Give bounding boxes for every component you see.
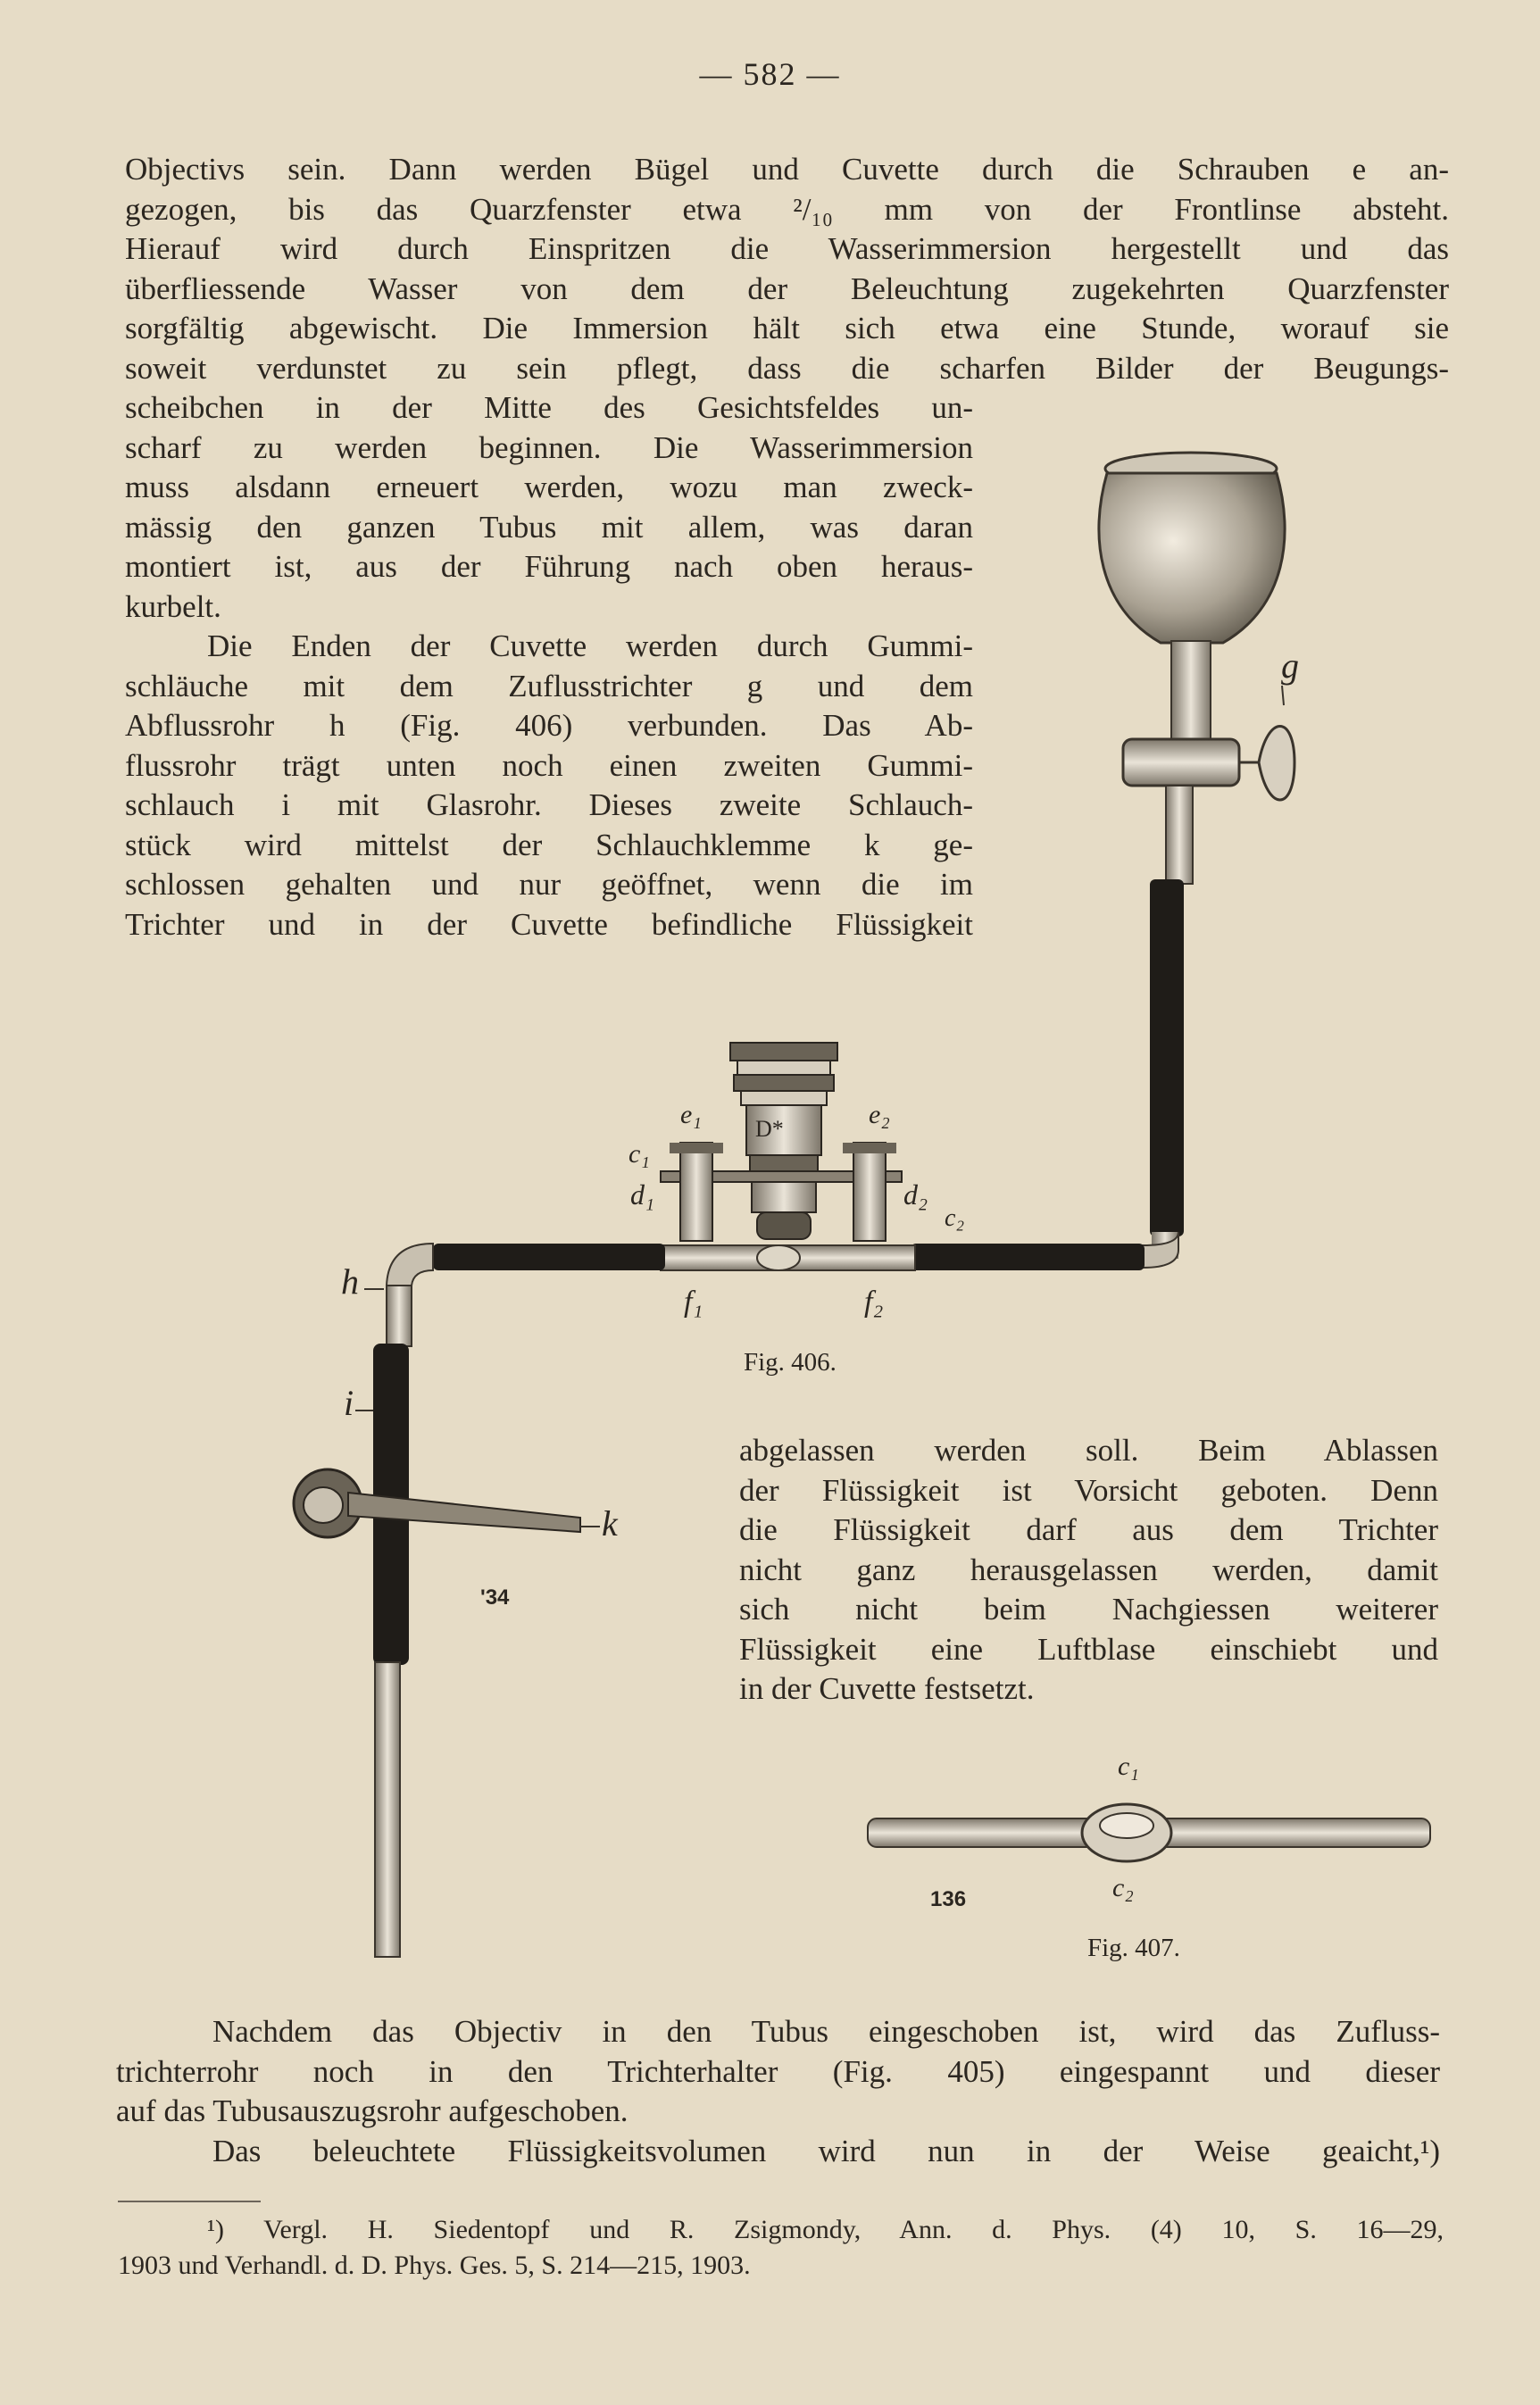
- text-line: trichterrohr noch in den Trichterhalter (Fig. 405) eingespannt und dieser: [116, 2053, 1440, 2089]
- label-407-c1: c₁: [1118, 1752, 1139, 1781]
- caption-fig-407: Fig. 407.: [1087, 1934, 1180, 1962]
- figure-407-cuvette: [868, 1804, 1430, 1861]
- text-line: Flüssigkeit eine Luftblase einschiebt und: [739, 1631, 1438, 1667]
- text-line: der Flüssigkeit ist Vorsicht geboten. Denn: [739, 1472, 1438, 1508]
- label-g: g: [1281, 645, 1299, 686]
- text-line: nicht ganz herausgelassen werden, damit: [739, 1552, 1438, 1587]
- plate-number-406: '34: [480, 1585, 510, 1610]
- text-line: in der Cuvette festsetzt.: [739, 1671, 1035, 1706]
- plate-number-407: 136: [930, 1887, 967, 1911]
- cuvette-window: [757, 1245, 800, 1270]
- text-line: schlauch i mit Glasrohr. Dieses zweite Schlauch-: [125, 787, 973, 822]
- text-line: gezogen, bis das Quarzfenster etwa ²/₁₀ mm von der Frontlinse absteht.: [125, 191, 1449, 227]
- text-line: soweit verdunstet zu sein pflegt, dass die scharfen Bilder der Beugungs-: [125, 350, 1449, 386]
- text-line: schlossen gehalten und nur geöffnet, wenn die im: [125, 867, 973, 902]
- hose-left: [433, 1244, 665, 1270]
- label-d2: d₂: [903, 1178, 928, 1211]
- text-line: auf das Tubusauszugsrohr aufgeschoben.: [116, 2093, 628, 2128]
- footnote-line: 1903 und Verhandl. d. D. Phys. Ges. 5, S. 214—215, 1903.: [118, 2251, 751, 2280]
- text-line: Objectivs sein. Dann werden Bügel und Cuvette durch die Schrauben e an-: [125, 152, 1449, 187]
- metal-pipe-h: [387, 1286, 412, 1346]
- text-line: kurbelt.: [125, 588, 221, 624]
- label-i: i: [344, 1383, 354, 1423]
- text-line: scharf zu werden beginnen. Die Wasserimmersion: [125, 429, 973, 465]
- text-line: Die Enden der Cuvette werden durch Gummi-: [207, 628, 973, 663]
- footnote-rule: [118, 2201, 261, 2202]
- text-line: mässig den ganzen Tubus mit allem, was daran: [125, 509, 973, 545]
- glass-tube: [375, 1662, 400, 1957]
- label-c2: c₂: [945, 1204, 965, 1232]
- page-number: — 582 —: [699, 56, 841, 92]
- label-k: k: [602, 1503, 618, 1544]
- text-line: abgelassen werden soll. Beim Ablassen: [739, 1433, 1438, 1468]
- funnel-g: [1099, 453, 1294, 884]
- text-line: stück wird mittelst der Schlauchklemme k ge-: [125, 827, 973, 862]
- label-e1: e₁: [680, 1100, 702, 1129]
- footnote: [118, 2212, 1444, 2284]
- hose-right: [911, 1244, 1145, 1270]
- caption-fig-406: Fig. 406.: [744, 1348, 837, 1377]
- label-d1: d₁: [630, 1178, 655, 1211]
- text-line: Abflussrohr h (Fig. 406) verbunden. Das Ab-: [125, 708, 973, 743]
- label-e2: e₂: [869, 1100, 890, 1129]
- text-line: schläuche mit dem Zuflusstrichter g und dem: [125, 668, 973, 703]
- text-line: Das beleuchtete Flüssigkeitsvolumen wird nun in der Weise geaicht,¹): [212, 2134, 1440, 2168]
- elbow-left: [387, 1244, 433, 1286]
- text-line: sich nicht beim Nachgiessen weiterer: [739, 1592, 1438, 1627]
- label-407-c2: c₂: [1112, 1873, 1134, 1902]
- footnote-line: ¹) Vergl. H. Siedentopf und R. Zsigmondy, Ann. d. Phys. (4) 10, S. 16—29,: [207, 2215, 1444, 2244]
- label-f2: f₂: [864, 1286, 884, 1319]
- label-h: h: [341, 1261, 359, 1302]
- hose-clamp-k: [294, 1469, 580, 1537]
- text-line: Trichter und in der Cuvette befindliche Flüssigkeit: [125, 906, 973, 942]
- text-line: Hierauf wird durch Einspritzen die Wasserimmersion hergestellt und das: [125, 231, 1449, 266]
- text-line: montiert ist, aus der Führung nach oben heraus-: [125, 549, 973, 584]
- text-line: sorgfältig abgewischt. Die Immersion hält sich etwa eine Stunde, worauf sie: [125, 311, 1449, 345]
- hose-g: [1150, 879, 1184, 1236]
- label-D: D*: [755, 1116, 784, 1142]
- label-f1: f₁: [684, 1286, 703, 1319]
- text-line: überfliessende Wasser von dem der Beleuchtung zugekehrten Quarzfenster: [125, 270, 1449, 306]
- text-line: scheibchen in der Mitte des Gesichtsfeldes un-: [125, 390, 973, 425]
- text-line: flussrohr trägt unten noch einen zweiten Gummi-: [125, 747, 973, 783]
- label-c1: c₁: [628, 1139, 650, 1169]
- text-line: muss alsdann erneuert werden, wozu man zweck-: [125, 470, 973, 504]
- text-line: Nachdem das Objectiv in den Tubus eingeschoben ist, wird das Zufluss-: [212, 2014, 1440, 2049]
- text-line: die Flüssigkeit darf aus dem Trichter: [739, 1512, 1438, 1547]
